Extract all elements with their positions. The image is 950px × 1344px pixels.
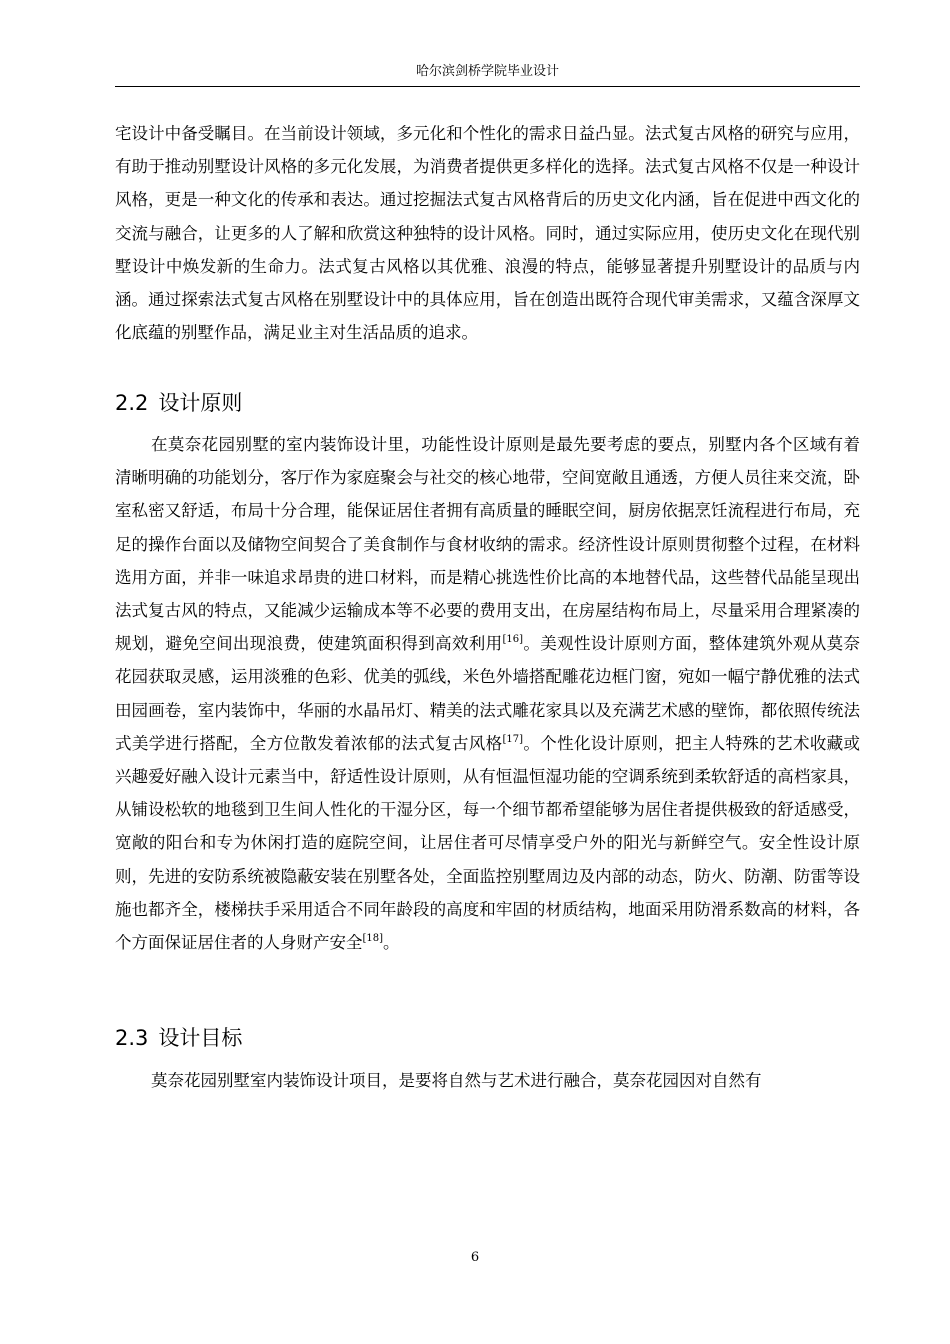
citation-17: [17]: [502, 733, 524, 745]
paragraph-text: 在莫奈花园别墅的室内装饰设计里，功能性设计原则是最先要考虑的要点，别墅内各个区域有着清晰明确的功能划分，客厅作为家庭聚会与社交的核心地带，空间宽敞且通透，方便人员往来交流，卧室私密又舒适，布局十分合理，能保证居住者拥有高质量的睡眠空间，厨房依据烹饪流程进行布局，充足的操作台面以及储物空间契合了美食制作与食材收纳的需求。经济性设计原则贯彻整个过程，在材料选用方面，并非一味追求昂贵的进口材料，而是精心挑选性价比高的本地替代品，这些替代品能呈现出法式复古风的特点，又能减少运输成本等不必要的费用支出，在房屋结构布局上，尽量采用合理紧凑的规划，避免空间出现浪费，使建筑面积得到高效利用: [115, 435, 860, 654]
page-number: 6: [470, 1250, 480, 1265]
page-header-title: 哈尔滨剑桥学院毕业设计: [415, 64, 559, 79]
section-number: 2.3: [115, 1026, 149, 1050]
paragraph-text: 。个性化设计原则，把主人特殊的艺术收藏或兴趣爱好融入设计元素当中，舒适性设计原则，从有恒温恒湿功能的空调系统到柔软舒适的高档家具，从铺设松软的地毯到卫生间人性化的干湿分区，每一个细节都希望能够为居住者提供极致的舒适感受，宽敞的阳台和专为休闲打造的庭院空间，让居住者可尽情享受户外的阳光与新鲜空气。安全性设计原则，先进的安防系统被隐蔽安装在别墅各处，全面监控别墅周边及内部的动态，防火、防潮、防雷等设施也都齐全，楼梯扶手采用适合不同年龄段的高度和牢固的材质结构，地面采用防滑系数高的材料，各个方面保证居住者的人身财产安全: [115, 733, 861, 953]
paragraph-text: 。美观性设计原则方面，整体建筑外观从莫奈花园获取灵感，运用淡雅的色彩、优美的弧线，米色外墙搭配雕花边框门窗，宛如一幅宁静优雅的法式田园画卷，室内装饰中，华丽的水晶吊灯、精美的法式雕花家具以及充满艺术感的壁饰，都依照传统法式美学进行搭配，全方位散发着浓郁的法式复古风格: [115, 634, 861, 753]
paragraph-text: 。: [383, 933, 400, 953]
design-principles-paragraph: [115, 428, 860, 959]
citation-18: [18]: [362, 933, 384, 945]
section-heading-2-3: [115, 1023, 242, 1053]
citation-16: [16]: [502, 634, 524, 646]
continued-paragraph: 宅设计中备受瞩目。在当前设计领域，多元化和个性化的需求日益凸显。法式复古风格的研究与应用，有助于推动别墅设计风格的多元化发展，为消费者提供更多样化的选择。法式复古风格不仅是一种设计风格，更是一种文化的传承和表达。通过挖掘法式复古风格背后的历史文化内涵，旨在促进中西文化的交流与融合，让更多的人了解和欣赏这种独特的设计风格。同时，通过实际应用，使历史文化在现代别墅设计中焕发新的生命力。法式复古风格以其优雅、浪漫的特点，能够显著提升别墅设计的品质与内涵。通过探索法式复古风格在别墅设计中的具体应用，旨在创造出既符合现代审美需求，又蕴含深厚文化底蕴的别墅作品，满足业主对生活品质的追求。: [115, 124, 860, 343]
header-divider: [115, 86, 860, 87]
section-number: 2.2: [115, 391, 149, 415]
section-heading-2-2: [115, 388, 242, 418]
design-goals-paragraph: 莫奈花园别墅室内装饰设计项目，是要将自然与艺术进行融合，莫奈花园因对自然有: [151, 1071, 762, 1090]
section-title: 设计原则: [158, 391, 243, 415]
section-title: 设计目标: [158, 1026, 243, 1050]
